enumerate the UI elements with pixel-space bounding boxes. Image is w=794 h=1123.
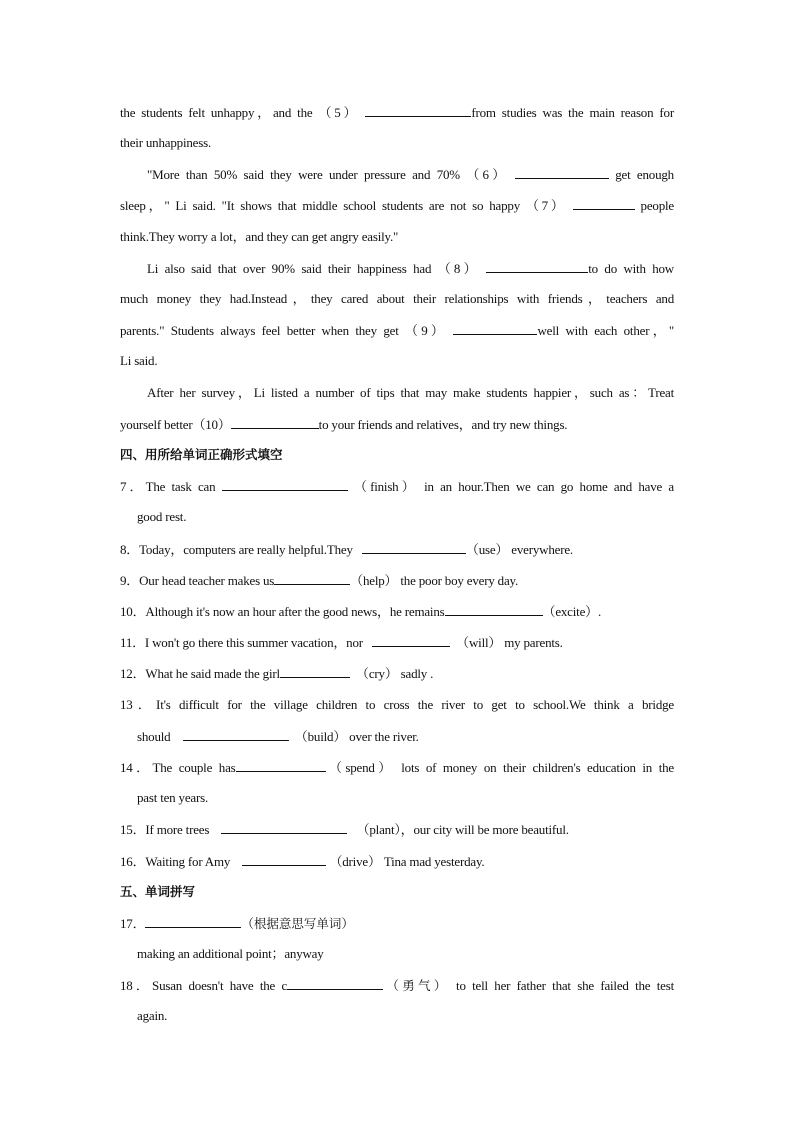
question-text: 7．The task can	[120, 479, 216, 494]
question-text: 12．What he said made the girl	[120, 666, 280, 681]
passage-line: their unhappiness.	[120, 135, 211, 150]
section-heading: 四、用所给单词正确形式填空	[120, 447, 283, 462]
question-text: （drive） Tina mad yesterday.	[329, 854, 485, 869]
passage-text: from studies was the main reason for	[471, 105, 674, 120]
question-text: 16．Waiting for Amy	[120, 854, 231, 869]
passage-text: the students felt unhappy，and the （5）	[120, 105, 360, 120]
question-text: 14．The couple has	[120, 760, 236, 775]
question-18	[120, 977, 674, 994]
passage-text: Li also said that over 90% said their happiness had （8）	[147, 261, 480, 276]
question-10	[120, 603, 674, 620]
passage-text: parents." Students always feel better when they get （9）	[120, 323, 448, 338]
question-hint: （勇气）	[383, 978, 450, 993]
answer-blank-8[interactable]	[486, 260, 588, 273]
question-9	[120, 572, 674, 589]
question-text: 18．Susan doesn't have the c	[120, 978, 288, 993]
question-text: （plant），our city will be more beautiful.	[356, 822, 569, 837]
question-text: 17．	[120, 916, 146, 931]
answer-blank[interactable]	[445, 603, 543, 616]
question-text: 11．I won't go there this summer vacation，nor	[120, 635, 363, 650]
question-text: （use） everywhere.	[465, 542, 573, 557]
passage-text: to your friends and relatives，and try new things.	[318, 417, 568, 432]
answer-blank-7[interactable]	[573, 197, 635, 210]
answer-blank[interactable]	[362, 541, 466, 554]
passage-text: to do with how	[588, 261, 674, 276]
passage-line	[120, 416, 674, 433]
question-text: （spend） lots of money on their children's education in the	[325, 760, 674, 775]
question-14-continued: past ten years.	[137, 790, 209, 805]
answer-blank-9[interactable]	[453, 322, 537, 335]
question-12	[120, 665, 674, 682]
question-text: （will） my parents.	[456, 635, 563, 650]
question-14	[120, 759, 674, 776]
answer-blank[interactable]	[280, 665, 350, 678]
answer-blank[interactable]	[222, 478, 348, 491]
answer-blank-6[interactable]	[515, 166, 609, 179]
passage-line	[120, 104, 674, 121]
passage-line: think.They worry a lot，and they can get angry easily."	[120, 229, 399, 244]
passage-text: well with each other，"	[537, 323, 674, 338]
question-16	[120, 853, 674, 870]
question-text: to tell her father that she failed the test	[456, 978, 674, 993]
answer-blank[interactable]	[183, 728, 289, 741]
question-text: （finish） in an hour.Then we can go home and have a	[354, 479, 674, 494]
question-text: （help） the poor boy every day.	[350, 573, 519, 588]
question-15	[120, 821, 674, 838]
passage-line: After her survey，Li listed a number of tips that may make students happier，such as：Treat	[147, 385, 674, 400]
answer-blank[interactable]	[145, 915, 241, 928]
passage-line	[147, 260, 674, 277]
passage-text: get enough	[615, 167, 674, 182]
answer-blank-10[interactable]	[231, 416, 319, 429]
passage-text: "More than 50% said they were under pressure and 70% （6）	[147, 167, 509, 182]
question-text: （excite）.	[542, 604, 601, 619]
answer-blank[interactable]	[236, 759, 326, 772]
question-17	[120, 915, 674, 932]
passage-text: people	[640, 198, 674, 213]
answer-blank[interactable]	[372, 634, 450, 647]
question-17-definition: making an additional point；anyway	[137, 946, 324, 961]
passage-line: much money they had.Instead，they cared about their relationships with friends，teachers and	[120, 291, 674, 306]
answer-blank[interactable]	[287, 977, 383, 990]
answer-blank[interactable]	[221, 821, 347, 834]
question-7-continued: good rest.	[137, 509, 187, 524]
passage-text: sleep，" Li said. "It shows that middle school students are not so happy （7）	[120, 198, 567, 213]
question-text: 15．If more trees	[120, 822, 210, 837]
answer-blank[interactable]	[274, 572, 350, 585]
question-7	[120, 478, 674, 495]
passage-line: Li said.	[120, 353, 158, 368]
question-text: 8．Today，computers are really helpful.They	[120, 542, 353, 557]
answer-blank[interactable]	[242, 853, 326, 866]
passage-line	[120, 322, 674, 339]
passage-line	[147, 166, 674, 183]
question-text: 10．Although it's now an hour after the good news，he remains	[120, 604, 445, 619]
question-13: 13．It's difficult for the village children to cross the river to get to school.We think a bridge	[120, 697, 674, 712]
question-8	[120, 541, 674, 558]
question-hint: （根据意思写单词）	[241, 916, 354, 931]
question-18-continued: again.	[137, 1008, 168, 1023]
question-text: （cry） sadly .	[356, 666, 434, 681]
question-text: should	[137, 729, 171, 744]
question-11	[120, 634, 674, 651]
passage-text: yourself better（10）	[120, 417, 231, 432]
question-13-continued	[137, 728, 674, 745]
question-text: 9．Our head teacher makes us	[120, 573, 275, 588]
answer-blank-5[interactable]	[365, 104, 471, 117]
section-heading: 五、单词拼写	[120, 884, 196, 899]
passage-line	[120, 197, 674, 214]
question-text: （build） over the river.	[294, 729, 419, 744]
